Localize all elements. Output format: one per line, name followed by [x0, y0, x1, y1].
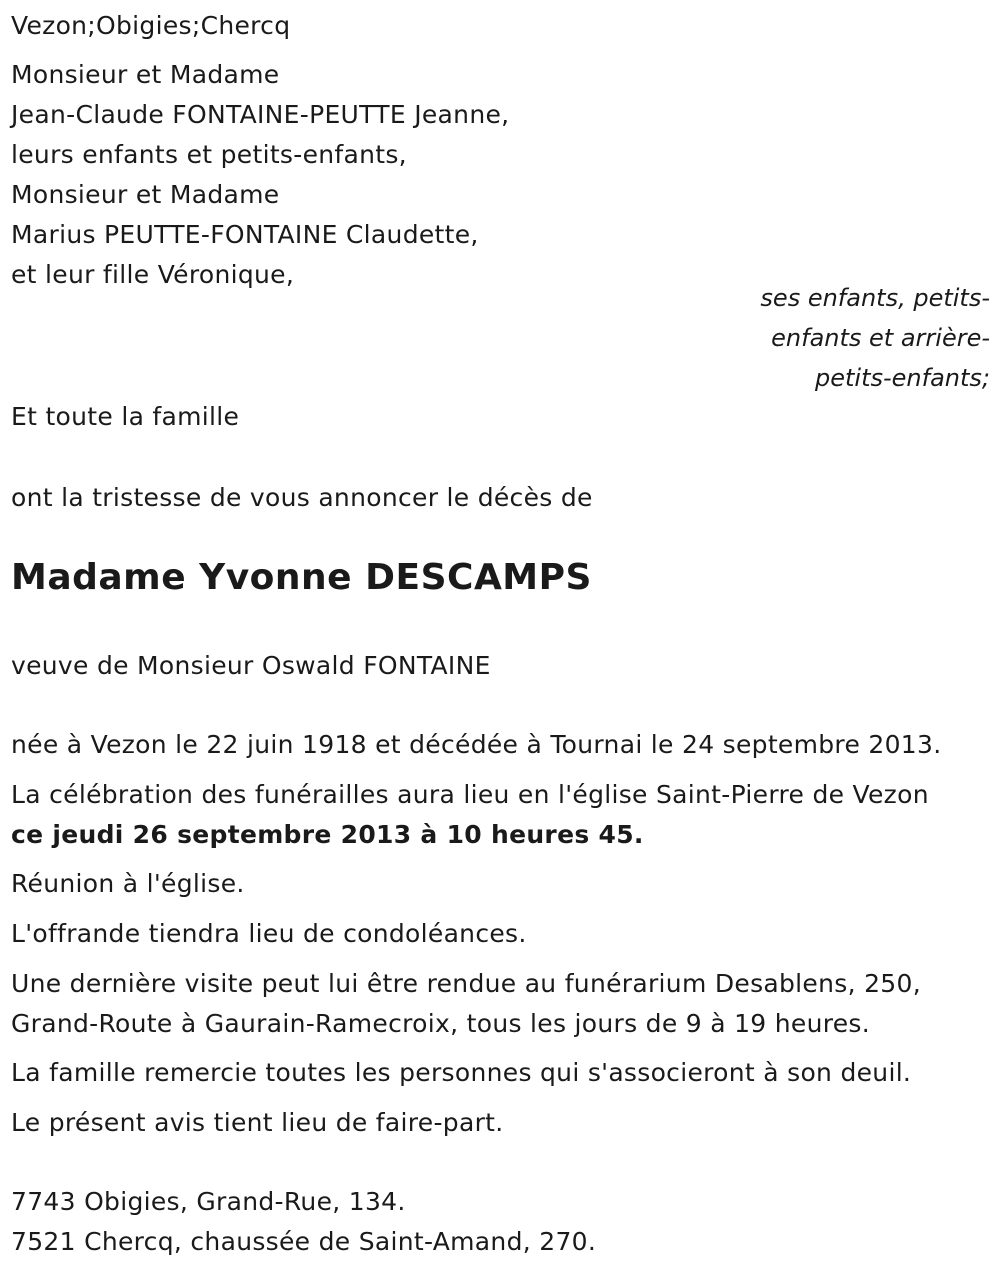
all-family-line: Et toute la famille [11, 402, 240, 431]
header-locations: Vezon;Obigies;Chercq [11, 11, 291, 40]
notice-line: Le présent avis tient lieu de faire-part. [11, 1108, 504, 1137]
thanks-line: La famille remercie toutes les personnes qui s'associeront à son deuil. [11, 1058, 912, 1087]
family-line-3: leurs enfants et petits-enfants, [11, 140, 407, 169]
birth-death-line: née à Vezon le 22 juin 1918 et décédée à Tournai le 24 septembre 2013. [11, 730, 942, 759]
family-line-1: Monsieur et Madame [11, 60, 280, 89]
family-line-2: Jean-Claude FONTAINE-PEUTTE Jeanne, [11, 100, 510, 129]
meeting-line: Réunion à l'église. [11, 869, 245, 898]
address-line-2: 7521 Chercq, chaussée de Saint-Amand, 270. [11, 1227, 597, 1256]
offering-line: L'offrande tiendra lieu de condoléances. [11, 919, 527, 948]
address-line-1: 7743 Obigies, Grand-Rue, 134. [11, 1187, 406, 1216]
announcement-intro: ont la tristesse de vous annoncer le décès de [11, 483, 593, 512]
relation-line-2: enfants et arrière- [771, 324, 990, 352]
family-line-5: Marius PEUTTE-FONTAINE Claudette, [11, 220, 479, 249]
visit-line-1: Une dernière visite peut lui être rendue au funérarium Desablens, 250, [11, 969, 921, 998]
widow-of-line: veuve de Monsieur Oswald FONTAINE [11, 651, 491, 680]
relation-line-3: petits-enfants; [815, 364, 990, 392]
ceremony-location: La célébration des funérailles aura lieu en l'église Saint-Pierre de Vezon [11, 780, 929, 809]
relation-line-1: ses enfants, petits- [760, 284, 990, 312]
visit-line-2: Grand-Route à Gaurain-Ramecroix, tous les jours de 9 à 19 heures. [11, 1009, 870, 1038]
family-line-6: et leur fille Véronique, [11, 260, 295, 289]
family-line-4: Monsieur et Madame [11, 180, 280, 209]
deceased-name: Madame Yvonne DESCAMPS [11, 557, 592, 598]
ceremony-datetime: ce jeudi 26 septembre 2013 à 10 heures 45. [11, 820, 644, 849]
